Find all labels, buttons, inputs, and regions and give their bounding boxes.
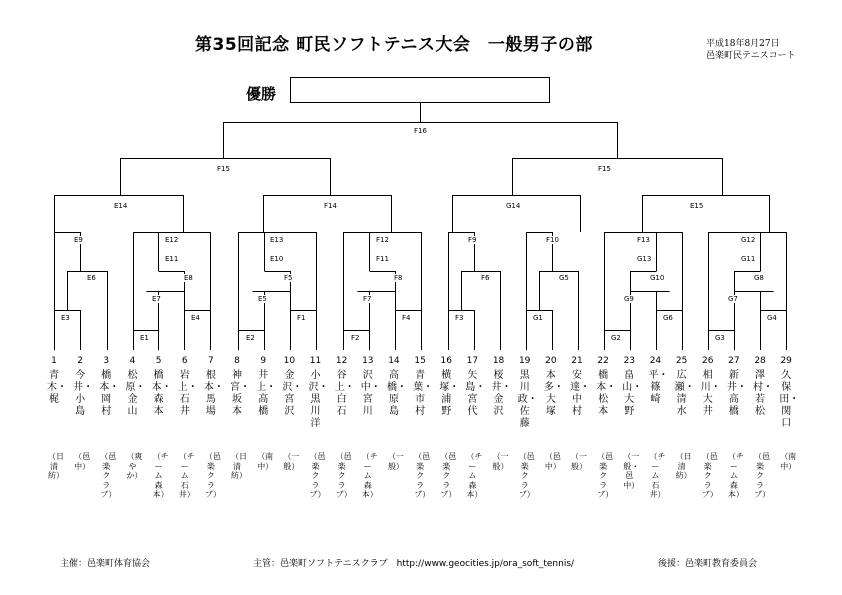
player-number: 8 [234, 356, 240, 366]
round-label: G1 [533, 314, 543, 322]
player-names: 桜井・金沢 [491, 370, 512, 417]
player-club: （邑楽クラブ） [518, 452, 535, 499]
player-number: 25 [675, 356, 688, 366]
player-names: 新井・高橋 [726, 370, 747, 417]
round-label: F9 [468, 236, 477, 244]
round-label: G14 [506, 202, 521, 210]
round-label: G5 [559, 274, 569, 282]
event-date: 平成18年8月27日 [706, 39, 780, 49]
player-club: （邑楽クラブ） [100, 452, 117, 499]
footer-organizer: 主管：邑楽町ソフトテニスクラブ http://www.geocities.jp/ora_soft_tennis/ [253, 559, 575, 569]
player-number: 17 [466, 356, 479, 366]
player-names: 松原・金山 [125, 370, 146, 417]
player-club: （一般） [571, 452, 587, 471]
player-club: （邑楽クラブ） [414, 452, 431, 499]
round-label: E5 [258, 295, 267, 303]
player-club: （南中） [257, 452, 274, 471]
player-number: 19 [518, 356, 531, 366]
round-label: E2 [246, 334, 255, 342]
player-club: （日清紡） [48, 452, 64, 480]
player-number: 20 [545, 356, 557, 366]
player-names: 橋本・森本 [151, 370, 172, 417]
round-label: F2 [351, 334, 360, 342]
round-label: E15 [690, 202, 704, 210]
round-label: F12 [376, 236, 389, 244]
player-names: 神宮・坂本 [230, 370, 251, 417]
round-label: F7 [363, 295, 372, 303]
round-label: G3 [715, 334, 725, 342]
round-label: E8 [184, 274, 193, 282]
player-number: 11 [309, 356, 322, 366]
player-club: （チーム森本） [727, 452, 744, 499]
player-number: 29 [780, 356, 792, 366]
round-label: F13 [637, 236, 650, 244]
round-label: E13 [270, 236, 284, 244]
player-club: （一般） [387, 452, 404, 471]
player-names: 横塚・浦野 [439, 370, 460, 417]
player-names: 今井・小島 [73, 370, 94, 417]
player-number: 24 [649, 356, 662, 366]
player-club: （邑楽クラブ） [309, 452, 326, 499]
round-label: G9 [624, 295, 634, 303]
round-label: E10 [270, 255, 284, 263]
player-number: 16 [440, 356, 452, 366]
player-names: 矢島・宮代 [465, 370, 486, 417]
round-label: F5 [284, 274, 293, 282]
player-club: （日清紡） [231, 452, 248, 480]
player-names: 黒川政・佐藤 [517, 370, 538, 429]
round-label: E7 [152, 295, 161, 303]
player-names: 青葉・市村 [413, 370, 434, 417]
round-label: E1 [140, 334, 149, 342]
player-number: 27 [728, 356, 740, 366]
round-label: G11 [741, 255, 756, 263]
player-club: （邑楽クラブ） [335, 452, 352, 499]
player-club: （一般） [283, 452, 300, 471]
player-names: 平・篠崎 [648, 370, 669, 405]
player-names: 澤村・若松 [753, 370, 774, 417]
round-label: E4 [191, 314, 200, 322]
player-club: （邑中） [74, 452, 91, 471]
player-number: 9 [260, 356, 267, 366]
player-club: （チーム森本） [152, 452, 169, 499]
round-label: G2 [611, 334, 621, 342]
player-names: 谷上・白石 [334, 370, 355, 417]
player-club: （日清紡） [675, 452, 692, 480]
winner-label: 優勝 [246, 85, 277, 103]
player-number: 7 [208, 356, 214, 366]
player-number: 22 [597, 356, 609, 366]
player-names: 青木・梶 [47, 370, 67, 405]
player-number: 12 [335, 356, 348, 366]
player-number: 14 [388, 356, 400, 366]
event-venue: 邑楽町民テニスコート [706, 51, 796, 61]
round-label: F11 [376, 255, 389, 263]
round-label: G12 [741, 236, 756, 244]
player-club: （邑楽クラブ） [701, 452, 718, 499]
round-label: E9 [74, 236, 83, 244]
player-club: （チーム森本） [466, 452, 483, 499]
round-label: E12 [165, 236, 179, 244]
player-names: 井上・高橋 [256, 370, 277, 417]
round-label: F4 [402, 314, 411, 322]
footer-support: 後援：邑楽町教育委員会 [658, 559, 758, 569]
player-names: 橋本・岡村 [99, 370, 120, 417]
player-club: （邑楽クラブ） [597, 452, 614, 499]
player-number: 2 [77, 356, 83, 366]
round-label: F16 [414, 127, 427, 135]
round-label: F1 [297, 314, 306, 322]
round-label: G4 [767, 314, 777, 322]
player-names: 沢中・宮川 [360, 370, 381, 417]
player-number: 10 [283, 356, 296, 366]
round-label: G6 [663, 314, 673, 322]
player-names: 高橋・原島 [386, 370, 407, 417]
player-number: 5 [155, 356, 162, 366]
round-label: F15 [598, 165, 611, 173]
round-label: G8 [754, 274, 764, 282]
page-title: 第35回記念 町民ソフトテニス大会 一般男子の部 [195, 35, 593, 55]
player-number: 23 [623, 356, 636, 366]
player-names: 畠山・大野 [622, 370, 643, 417]
player-number: 18 [492, 356, 505, 366]
round-label: F14 [324, 202, 337, 210]
player-names: 橋本・松本 [596, 370, 617, 417]
player-number: 4 [129, 356, 136, 366]
round-label: F10 [546, 236, 559, 244]
round-label: F3 [455, 314, 464, 322]
player-names: 相川・大井 [700, 370, 721, 417]
footer-host: 主催：邑楽町体育協会 [60, 559, 151, 569]
player-club: （チーム石井） [649, 452, 666, 499]
player-club: （邑楽クラブ） [440, 452, 457, 499]
player-names: 根本・馬場 [203, 370, 224, 417]
player-club: （一般） [492, 452, 509, 471]
player-names: 小沢・黒川洋 [308, 370, 329, 429]
round-label: G13 [637, 255, 652, 263]
round-label: G7 [728, 295, 738, 303]
player-number: 28 [754, 356, 766, 366]
player-names: 金沢・宮沢 [282, 370, 303, 417]
player-club: （爽やか） [126, 452, 143, 480]
player-club: （南中） [780, 452, 797, 471]
player-number: 26 [702, 356, 714, 366]
player-club: （一般・邑中） [623, 452, 640, 490]
player-club: （邑中） [544, 452, 561, 471]
round-label: F6 [481, 274, 490, 282]
player-names: 久保田・関口 [779, 370, 800, 429]
round-label: E14 [114, 202, 128, 210]
round-label: F15 [217, 165, 230, 173]
player-number: 15 [414, 356, 426, 366]
round-label: E11 [165, 255, 179, 263]
round-label: E6 [87, 274, 96, 282]
player-club: （チーム石井） [178, 452, 195, 499]
player-club: （チーム森本） [361, 452, 378, 499]
player-club: （邑楽クラブ） [754, 452, 771, 499]
player-names: 広瀬・清水 [674, 370, 695, 417]
round-label: F8 [394, 274, 403, 282]
round-label: G10 [650, 274, 665, 282]
player-names: 安達・中村 [570, 370, 590, 417]
player-names: 岩上・石井 [177, 370, 198, 417]
round-label: E3 [61, 314, 70, 322]
player-number: 6 [181, 356, 188, 366]
player-names: 本多・大塚 [543, 370, 564, 417]
player-number: 21 [571, 356, 583, 366]
player-number: 1 [51, 356, 57, 366]
player-number: 3 [103, 356, 110, 366]
player-number: 13 [362, 356, 374, 366]
player-club: （邑楽クラブ） [204, 452, 221, 499]
